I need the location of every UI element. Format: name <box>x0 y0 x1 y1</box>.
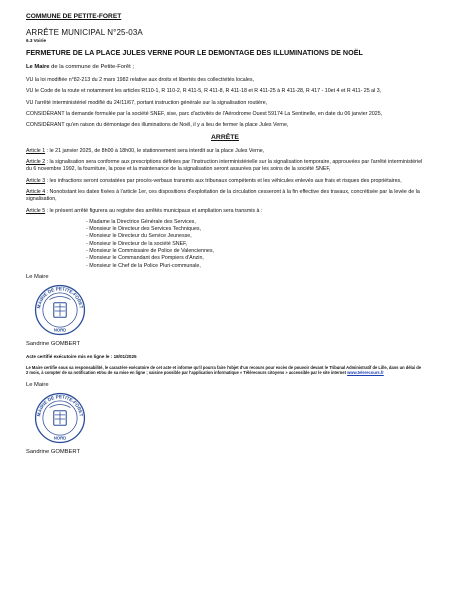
article-4 <box>26 189 424 204</box>
article-text: : la signalisation sera conforme aux prescriptions définies par l'instruction interministérielle sur la signalisation temporaire, approuvées par l'arrêté interministériel du 6 novembre 1992, la fourniture, la pose et la maintenance de la signalisation seront assurées par les soins de la société SNEF, <box>26 159 423 173</box>
article-text: : les infractions seront constatées par procès-verbaux transmis aux tribunaux compétents et les véhicules enlevés aux frais et risques des propriétaires, <box>45 177 402 184</box>
list-item: - Madame la Directrice Générale des Services, <box>86 218 196 225</box>
list-item: - Monsieur le Directeur des Services Techniques, <box>86 226 202 233</box>
signature-name: Sandrine GOMBERT <box>26 448 81 455</box>
signature-name: Sandrine GOMBERT <box>26 341 81 348</box>
mairie-seal-icon <box>34 284 86 336</box>
intro-line <box>26 64 424 72</box>
article-5 <box>26 208 424 215</box>
article-text: : le présent arrêté figurera au registre des arrêtés municipaux et ampliation sera transmis à : <box>45 207 263 214</box>
signature-block-2 <box>26 382 424 457</box>
svg-text:NORD: NORD <box>53 434 67 440</box>
article-label: Article 5 <box>26 207 46 214</box>
considerant-1: CONSIDÉRANT la demande formulée par la société SNEF, sise, parc d'activités de l'Aérodrome Ouest 59174 La Sentinelle, en date du 06 janvier 2025, <box>26 110 383 117</box>
intro-bold: Le Maire <box>26 63 50 70</box>
signature-block-1 <box>26 274 424 349</box>
considerant-2: CONSIDÉRANT qu'en raison du démontage des illuminations de Noël, il y a lieu de fermer la place Jules Verne, <box>26 122 289 129</box>
article-label: Article 1 <box>26 147 46 154</box>
legal-text: Le Maire certifie sous sa responsabilité, le caractère exécutoire de cet acte et informe qu'il pourra faire l'objet d'un recours pour excès de pouvoir devant le Tribunal Administratif de Lille, dans un délai de 2 mois, à compter de sa notification et/ou de sa mise en ligne ; saisine possible par l'application informatique « Télérecours citoyens » accessible par le site internet <box>26 364 421 376</box>
signature-title: Le Maire <box>26 381 49 388</box>
article-2 <box>26 159 424 174</box>
arrete-number: ARRÊTE MUNICIPAL N°25-03A <box>26 28 143 38</box>
article-label: Article 2 <box>26 159 46 166</box>
list-item: - Monsieur le Commandant des Pompiers d'Anzin, <box>86 255 204 262</box>
svg-text:NORD: NORD <box>53 327 67 333</box>
list-item: - Monsieur le Commissaire de Police de Valenciennes, <box>86 248 214 255</box>
visa-1: VU la loi modifiée n°82-213 du 2 mars 1982 relative aux droits et libertés des collectivités locales, <box>26 76 254 83</box>
visa-3: VU l'arrêté interministériel modifié du 24/11/67, portant instruction générale sur la signalisation routière, <box>26 99 268 106</box>
signature-title: Le Maire <box>26 273 49 280</box>
telerecours-link[interactable]: www.telerecours.fr <box>347 370 384 376</box>
article-text: : le 21 janvier 2025, de 8h00 à 18h00, le stationnement sera interdit sur la place Jules Verne, <box>45 147 265 154</box>
svg-text:MAIRIE DE PETITE-FORET: MAIRIE DE PETITE-FORET <box>36 286 84 309</box>
mairie-seal-icon <box>34 392 86 444</box>
article-label: Article 3 <box>26 177 46 184</box>
article-1 <box>26 148 424 155</box>
article-3 <box>26 178 424 185</box>
online-notice: Acte certifié exécutoire mis en ligne le : 18/01/2025 <box>26 354 137 360</box>
classification: 6.3 Voirie <box>26 38 47 44</box>
commune-name: COMMUNE DE PETITE-FORET <box>26 13 122 20</box>
document-title: FERMETURE DE LA PLACE JULES VERNE POUR LE DEMONTAGE DES ILLUMINATIONS DE NOËL <box>26 48 363 58</box>
intro-rest: de la commune de Petite-Forêt ; <box>49 63 134 70</box>
visa-2: VU le Code de la route et notamment les articles R110-1, R 110-2, R 411-5, R 411-8, R 411-18 et R 411-25 à R 411-28, R 417 - 10et 4 et R 411- 25 al 3, <box>26 88 382 95</box>
list-item: - Monsieur le Chef de la Police Pluri-communale, <box>86 262 201 269</box>
article-label: Article 4 <box>26 188 46 195</box>
legal-notice <box>26 365 424 376</box>
svg-text:MAIRIE DE PETITE-FORET: MAIRIE DE PETITE-FORET <box>36 393 84 417</box>
article-text: : Nonobstant les dates fixées à l'article 1er, ces dispositions d'exploitation de la circulation cesseront à la fin effective des travaux, concrétisée par la levée de la signalisation, <box>26 188 420 203</box>
list-item: - Monsieur le Directeur de la société SNEF, <box>86 240 188 247</box>
list-item: - Monsieur le Directeur du Service Jeunesse, <box>86 233 192 240</box>
recipients-list <box>86 219 424 270</box>
arrete-heading: ARRÊTE <box>211 134 239 142</box>
